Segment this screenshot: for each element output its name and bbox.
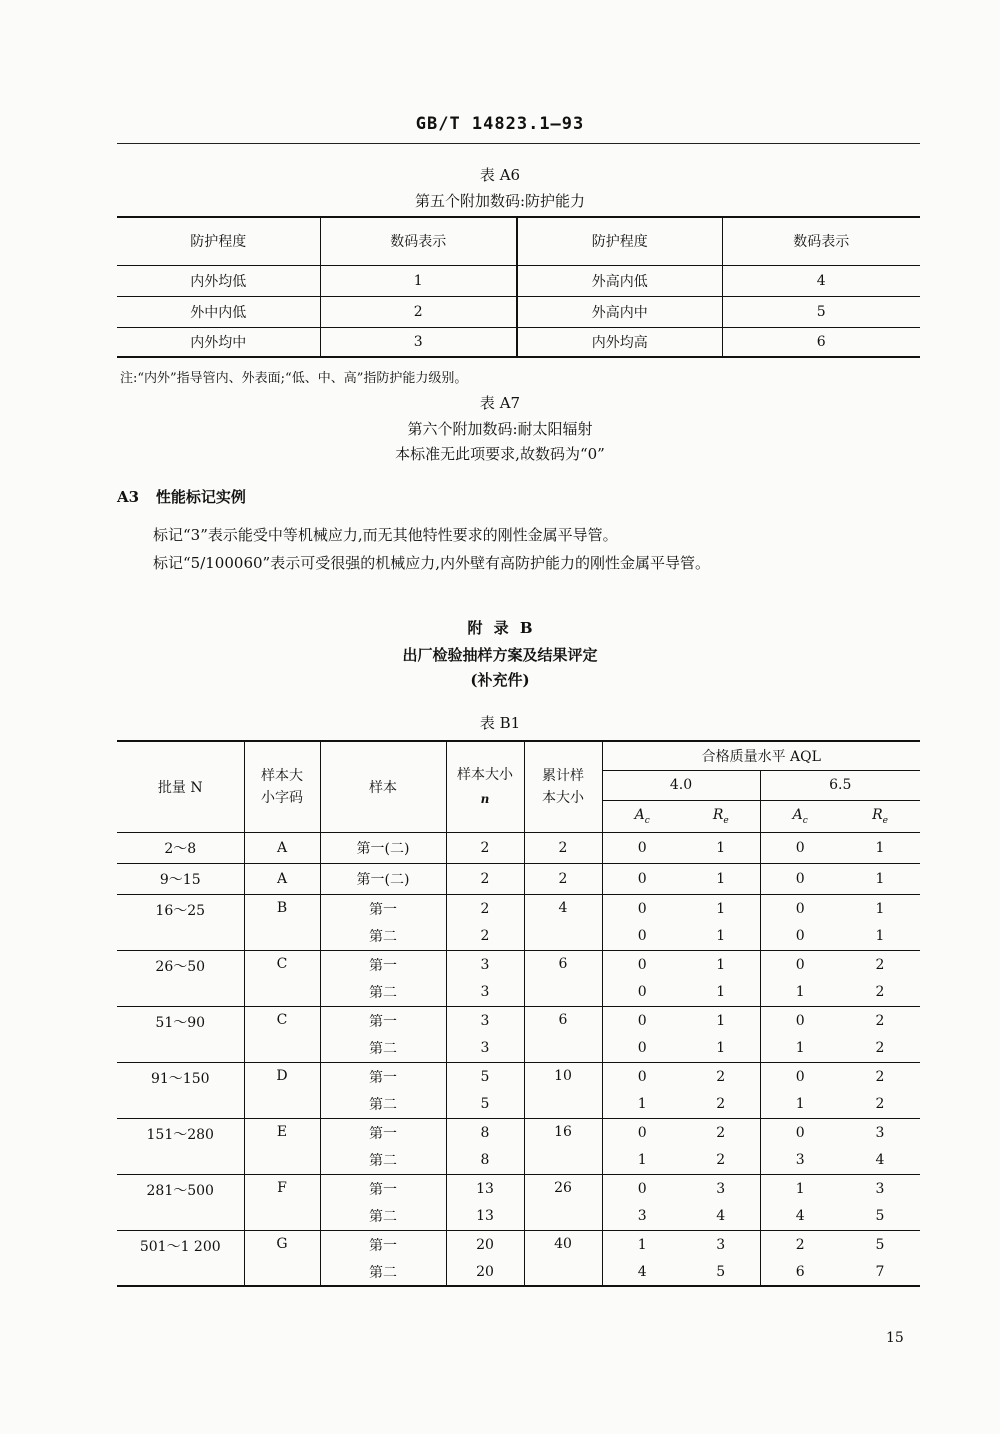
re-cell: 2: [875, 956, 885, 973]
re-cell: 5: [840, 1203, 920, 1230]
table-cell: 1: [320, 265, 517, 296]
column-header-sample-size: [446, 741, 524, 832]
re-cell: 1: [682, 950, 760, 979]
re-cell: 7: [875, 1264, 885, 1280]
sample-code-cell: B: [244, 894, 320, 950]
re-cell: 3: [682, 1174, 760, 1203]
re-cell: 5: [682, 1259, 760, 1286]
re-cell: 2: [840, 1091, 920, 1118]
cumulative-size-cell: 2: [524, 863, 602, 894]
table-row: [117, 1006, 920, 1035]
sample-cell: 第二: [320, 1203, 446, 1230]
ac-cell: 0: [637, 956, 647, 973]
ac-cell: 0: [637, 1068, 647, 1085]
sample-cell: 第一: [320, 1006, 446, 1035]
table-row: [117, 950, 920, 979]
sample-code-cell: A: [244, 863, 320, 894]
column-header-lot-size: [117, 741, 244, 832]
sample-cell: 第二: [320, 979, 446, 1006]
cumulative-size-cell: 6: [524, 1006, 602, 1062]
cumulative-size-cell: 10: [524, 1062, 602, 1118]
ac-cell: 2: [795, 1236, 805, 1253]
table-row: [117, 1062, 920, 1091]
re-cell: 1: [682, 863, 760, 894]
lot-size-cell: 16～25: [117, 894, 244, 950]
table-cell: 6: [816, 333, 826, 350]
sample-code-cell: E: [244, 1118, 320, 1174]
header-line: 本大小: [542, 789, 584, 806]
table-a6-note: 注:“内外”指导管内、外表面;“低、中、高”指防护能力级别。: [120, 371, 468, 386]
lot-size-cell: 91～150: [117, 1062, 244, 1118]
re-cell: 2: [875, 1012, 885, 1029]
sample-size-cell: 2: [446, 832, 524, 863]
sample-cell: 第一: [320, 1174, 446, 1203]
re-cell: 2: [840, 1035, 920, 1062]
appendix-subtitle: (补充件): [470, 671, 530, 689]
re-cell: 3: [875, 1180, 885, 1197]
re-cell: 1: [682, 832, 760, 863]
table-b1-body: [117, 832, 920, 1286]
table-row: [117, 1118, 920, 1147]
appendix-title: 出厂检验抽样方案及结果评定: [402, 646, 598, 664]
column-header-sample: 样本: [320, 741, 446, 832]
re-cell: 2: [682, 1118, 760, 1147]
appendix-label: 附 录 B: [467, 619, 533, 637]
table-cell: 5: [816, 303, 826, 320]
table-cell: 2: [320, 296, 517, 327]
ac-cell: 1: [637, 1236, 647, 1253]
table-cell: 外高内中: [517, 296, 722, 327]
column-header-cumulative-size: [524, 741, 602, 832]
lot-size-cell: 26～50: [117, 950, 244, 1006]
cumulative-size-cell: 4: [524, 894, 602, 950]
sample-cell: 第一(二): [320, 863, 446, 894]
sample-size-cell: 8: [446, 1147, 524, 1174]
ac-cell: 1: [760, 979, 840, 1006]
re-cell: 4: [840, 1147, 920, 1174]
cumulative-size-cell: 26: [524, 1174, 602, 1230]
header-rule: [117, 143, 920, 144]
cumulative-size-cell: 6: [524, 950, 602, 1006]
sample-size-cell: 13: [446, 1203, 524, 1230]
table-b1-label: 表 B1: [479, 714, 521, 732]
table-row: [117, 327, 920, 357]
sample-cell: 第二: [320, 1035, 446, 1062]
ac-cell: 1: [760, 1091, 840, 1118]
ac-cell: 1: [760, 1035, 840, 1062]
ac-cell: 0: [795, 1124, 805, 1141]
table-row: [117, 296, 920, 327]
lot-size-cell: 281～500: [117, 1174, 244, 1230]
ac-cell: 1: [602, 1091, 682, 1118]
sample-size-cell: 2: [446, 894, 524, 923]
sample-size-cell: 3: [446, 979, 524, 1006]
standard-code-header: GB/T 14823.1—93: [415, 114, 585, 134]
sample-code-cell: C: [244, 950, 320, 1006]
re-cell: 1: [682, 894, 760, 923]
re-cell: 1: [682, 1035, 760, 1062]
table-cell: 内外均中: [117, 327, 320, 357]
table-a7-text: 本标准无此项要求,故数码为“0”: [395, 445, 605, 463]
ac-cell: 0: [602, 979, 682, 1006]
re-cell: 1: [840, 863, 920, 894]
sample-code-cell: A: [244, 832, 320, 863]
re-cell: 2: [875, 1068, 885, 1085]
column-header-ac: $A_c$: [760, 800, 840, 832]
table-a6-title: 第五个附加数码:防护能力: [414, 192, 586, 210]
sample-cell: 第一: [320, 1118, 446, 1147]
re-cell: 3: [875, 1124, 885, 1141]
table-a6-header-row: [117, 217, 920, 265]
column-header-code: 数码表示: [320, 217, 517, 265]
re-cell: 2: [682, 1091, 760, 1118]
table-cell: 内外均低: [117, 265, 320, 296]
ac-cell: 3: [760, 1147, 840, 1174]
lot-size-cell: 501～1 200: [117, 1230, 244, 1286]
table-a6: [117, 216, 920, 358]
cumulative-size-cell: 40: [524, 1230, 602, 1286]
column-header-protection-degree: 防护程度: [517, 217, 722, 265]
ac-cell: 0: [760, 923, 840, 950]
sample-cell: 第二: [320, 1091, 446, 1118]
ac-cell: 0: [760, 863, 840, 894]
ac-cell: 1: [795, 1180, 805, 1197]
re-cell: 3: [682, 1230, 760, 1259]
table-row: [117, 863, 920, 894]
sample-size-cell: 13: [446, 1174, 524, 1203]
header-line: n: [480, 791, 490, 806]
re-cell: 1: [682, 923, 760, 950]
table-cell: 4: [816, 272, 826, 289]
lot-size-label: 批量 N: [157, 779, 203, 796]
ac-cell: 0: [795, 1068, 805, 1085]
ac-cell: 0: [602, 832, 682, 863]
re-cell: 1: [840, 923, 920, 950]
table-a7-title: 第六个附加数码:耐太阳辐射: [407, 420, 593, 438]
sample-size-cell: 5: [446, 1091, 524, 1118]
table-b1-header-row: [117, 741, 920, 770]
re-cell: 2: [682, 1147, 760, 1174]
ac-cell: 0: [795, 1012, 805, 1029]
column-header-aql-6-5: 6.5: [760, 770, 920, 800]
table-a7-label: 表 A7: [479, 394, 521, 412]
sample-code-cell: C: [244, 1006, 320, 1062]
sample-cell: 第二: [320, 1147, 446, 1174]
sample-size-cell: 8: [446, 1118, 524, 1147]
sample-size-cell: 2: [446, 923, 524, 950]
ac-cell: 1: [602, 1147, 682, 1174]
section-a3-heading: [117, 486, 246, 507]
table-row: [117, 1230, 920, 1259]
header-line: 小字码: [261, 789, 303, 806]
sample-code-cell: D: [244, 1062, 320, 1118]
sample-size-cell: 20: [446, 1230, 524, 1259]
re-cell: 4: [682, 1203, 760, 1230]
table-row: [117, 1174, 920, 1203]
sample-cell: 第二: [320, 923, 446, 950]
re-cell: 1: [682, 979, 760, 1006]
lot-size-cell: 2～8: [117, 832, 244, 863]
column-header-ac: $A_c$: [602, 800, 682, 832]
lot-size-cell: 9～15: [117, 863, 244, 894]
re-cell: 1: [875, 900, 885, 917]
ac-cell: 0: [602, 923, 682, 950]
ac-cell: 0: [795, 900, 805, 917]
ac-cell: 3: [602, 1203, 682, 1230]
header-line: 样本大小: [457, 766, 513, 783]
sample-cell: 第一: [320, 894, 446, 923]
sample-cell: 第一: [320, 1230, 446, 1259]
ac-cell: 0: [637, 900, 647, 917]
table-a6-label: 表 A6: [479, 166, 521, 184]
sample-size-cell: 20: [446, 1259, 524, 1286]
column-header-aql: 合格质量水平 AQL: [602, 741, 920, 770]
cumulative-size-cell: 2: [524, 832, 602, 863]
sample-size-cell: 2: [446, 863, 524, 894]
column-header-aql-4-0: 4.0: [602, 770, 760, 800]
ac-cell: 4: [760, 1203, 840, 1230]
column-header-protection-degree: 防护程度: [117, 217, 320, 265]
re-cell: 1: [840, 832, 920, 863]
ac-cell: 0: [637, 1012, 647, 1029]
ac-cell: 0: [795, 956, 805, 973]
section-number: A3: [117, 488, 140, 506]
sample-cell: 第一(二): [320, 832, 446, 863]
column-header-re: $R_e$: [840, 800, 920, 832]
ac-cell: 0: [602, 863, 682, 894]
lot-size-cell: 151～280: [117, 1118, 244, 1174]
re-cell: 1: [682, 1006, 760, 1035]
ac-cell: 6: [795, 1264, 805, 1280]
ac-cell: 0: [637, 1124, 647, 1141]
sample-code-cell: F: [244, 1174, 320, 1230]
table-row: [117, 265, 920, 296]
sample-code-cell: G: [244, 1230, 320, 1286]
re-cell: 2: [682, 1062, 760, 1091]
header-line: 累计样: [542, 767, 584, 784]
column-header-re: $R_e$: [682, 800, 760, 832]
paragraph: 标记“3”表示能受中等机械应力,而无其他特性要求的刚性金属平导管。: [153, 526, 618, 544]
sample-cell: 第一: [320, 950, 446, 979]
sample-size-cell: 3: [446, 1006, 524, 1035]
ac-cell: 0: [637, 1180, 647, 1197]
sample-cell: 第一: [320, 1062, 446, 1091]
column-header-code: 数码表示: [793, 234, 850, 251]
sample-size-cell: 3: [446, 1035, 524, 1062]
sample-size-cell: 5: [446, 1062, 524, 1091]
table-cell: 外高内低: [517, 265, 722, 296]
ac-cell: 4: [637, 1264, 647, 1280]
table-cell: 内外均高: [517, 327, 722, 357]
section-title: 性能标记实例: [155, 488, 246, 506]
lot-size-cell: 51～90: [117, 1006, 244, 1062]
header-line: 样本大: [261, 767, 303, 784]
sample-size-cell: 3: [446, 950, 524, 979]
paragraph: 标记“5/100060”表示可受很强的机械应力,内外壁有高防护能力的刚性金属平导管。: [153, 554, 710, 572]
table-b1: [117, 740, 920, 1287]
sample-cell: 第二: [320, 1259, 446, 1286]
cumulative-size-cell: 16: [524, 1118, 602, 1174]
table-row: [117, 832, 920, 863]
table-cell: 外中内低: [117, 296, 320, 327]
re-cell: 2: [840, 979, 920, 1006]
table-cell: 3: [320, 327, 517, 357]
page-number: 15: [886, 1330, 904, 1346]
table-row: [117, 894, 920, 923]
re-cell: 5: [875, 1236, 885, 1253]
ac-cell: 0: [602, 1035, 682, 1062]
column-header-sample-code: [244, 741, 320, 832]
ac-cell: 0: [760, 832, 840, 863]
